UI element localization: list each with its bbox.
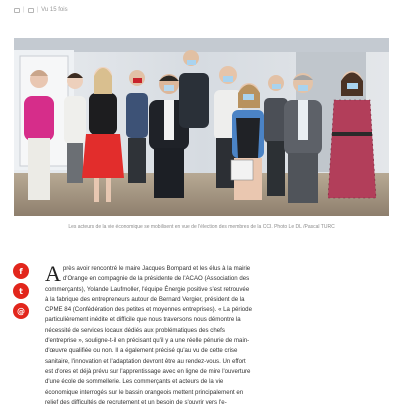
article-line: d'une école de sommellerie. Les commerçants et acteurs de la vie [45, 378, 224, 386]
facebook-icon: f [19, 266, 23, 276]
article-line: nécessité de services locaux dédiés aux problématiques des chefs [45, 326, 225, 334]
meta-separator: | [23, 7, 25, 13]
group-photo-illustration [14, 38, 389, 216]
eye-icon [28, 8, 34, 13]
article-line: d'œuvre qualifiée ou non. Il a également précisé qu'au vu de cette crise [45, 347, 238, 355]
article-line: d'entreprise », souligne-t-il en précisant qu'il y a une réelle pénurie de main- [45, 337, 250, 345]
twitter-icon: t [19, 286, 23, 296]
article-line: à la fabrique des entrepreneurs autour de Bernard Vergier, président de la [45, 295, 245, 303]
article-line: sanitaire, l'innovation et l'adaptation devront être au rendez-vous. Un effort [45, 357, 246, 365]
photo-caption: Les acteurs de la vie économique se mobilisent en vue de l'élection des membres de la CCI. Photo Le DL /Pascal TURC [68, 224, 335, 230]
twitter-share-button[interactable] [13, 283, 29, 299]
article-meta-bar [14, 7, 68, 13]
article-line: d'Orange en compagnie de la présidente de l'ACAO (Association des [62, 275, 250, 283]
article-photo [14, 38, 389, 216]
mail-icon: @ [17, 306, 25, 316]
article-line: commerçants), Yolande Laufmoller, l'équipe Énergie positive s'est retrouvée [45, 285, 250, 293]
article-line: près avoir rencontré le maire Jacques Bompard et les élus à la mairie [62, 265, 251, 272]
article-line: particulièrement inédite et difficile que nous traversons nous démontre la [45, 316, 241, 324]
article-line: relief des difficultés de recrutement et un besoin de s'ouvrir vers l'e- [45, 398, 227, 406]
comment-icon[interactable] [14, 8, 20, 13]
article-body [45, 261, 380, 408]
article-line: est d'ores et déjà prévu sur l'apprentissage avec en ligne de mire l'ouverture [45, 367, 251, 375]
article-line: CPME 84 (Confédération des petites et moyennes entreprises). « La période [45, 306, 252, 314]
facebook-share-button[interactable] [13, 263, 29, 279]
email-share-button[interactable] [13, 303, 29, 319]
drop-cap: A [45, 261, 61, 286]
meta-separator-2: | [36, 7, 39, 13]
article-line: économique interrogés sur le bassin orangeois mettent principalement en [45, 388, 244, 396]
views-count: Vu 15 fois [41, 7, 68, 13]
